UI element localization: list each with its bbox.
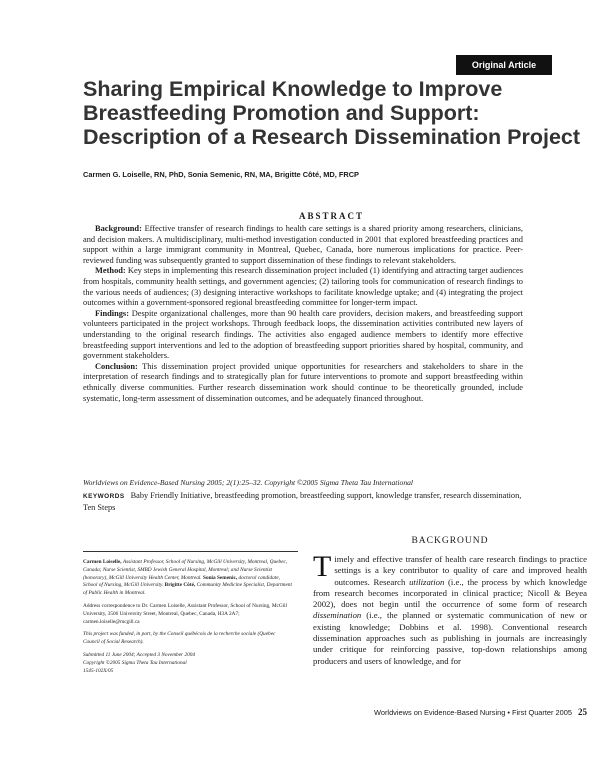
journal-citation: Worldviews on Evidence-Based Nursing 2005; 2(1):25–32. Copyright ©2005 Sigma Theta Tau International [83, 478, 414, 487]
affil-name-2: Sonia Semenic, [203, 574, 238, 581]
keywords [83, 490, 523, 513]
footer-journal: Worldviews on Evidence-Based Nursing • First Quarter 2005 [374, 708, 572, 717]
affil-name-3: Brigitte Côté, [164, 582, 196, 589]
affiliations [83, 559, 293, 598]
funding-text: This project was funded, in part, by the Conseil québécois de la recherche sociale (Quebec Council of Social Research). [83, 631, 276, 646]
keywords-label: KEYWORDS [83, 493, 125, 500]
article-title [83, 77, 581, 149]
page-number: 25 [578, 707, 587, 717]
body-text-end: (i.e., the planned or systematic communication of new or existing knowledge; Dobbins et al. 1998). Conventional research dissemination approaches such as publishing in journals are increasingly under critique for reinforcing passive, top-down relationships among producers and users of knowledge, and for [313, 610, 587, 666]
term-dissemination: dissemination [313, 610, 362, 621]
copyright-text: Copyright ©2005 Sigma Theta Tau International [83, 659, 187, 666]
abstract-conclusion [83, 362, 523, 404]
correspondence: Address correspondence to Dr. Carmen Loiselle, Assistant Professor, School of Nursing, McGill University, 3506 University Street, Montreal, Quebec, Canada, H3A 2A7; carmen.loiselle@mcgill.ca [83, 602, 288, 625]
affil-text-1: Assistant Professor, School of Nursing, McGill University, Montreal, Quebec, Canada; Nurse Scientist, SMBD Jewish General Hospital, Montreal; and Nurse Scientist (honorary), McGill University Health Center, Montreal. [83, 559, 288, 581]
conclusion-text: This dissemination project provided unique opportunities for researchers and stakeholders to share in the interpretation of research findings and to strategically plan for future interventions to promote and support breastfeeding within ethnically diverse communities. Further research dissemination work should continue to be theoretically grounded, include systematic, long-term assessment of dissemination outcomes, and be adequately financed throughout. [83, 361, 523, 403]
abstract-background [83, 224, 523, 266]
author-notes [83, 559, 293, 675]
page-footer [313, 707, 587, 717]
submitted-text: Submitted 11 June 2004; Accepted 3 November 2004 [83, 651, 196, 658]
submission-info [83, 652, 293, 675]
affil-text-2: doctoral candidate, School of Nursing, McGill University. [83, 574, 280, 589]
background-body [313, 550, 587, 667]
funding-note [83, 631, 293, 647]
affil-name-1: Carmen Loiselle, [83, 559, 122, 565]
conclusion-label: Conclusion: [95, 361, 138, 371]
title-line-3: Description of a Research Dissemination Project [83, 125, 581, 149]
issn-text: 1545-102X/05 [83, 667, 114, 674]
abstract [83, 224, 523, 404]
author-list: Carmen G. Loiselle, RN, PhD, Sonia Semenic, RN, MA, Brigitte Côté, MD, FRCP [83, 170, 359, 179]
drop-cap: T [313, 550, 332, 583]
title-line-2: Breastfeeding Promotion and Support: [83, 101, 480, 125]
keywords-text: Baby Friendly Initiative, breastfeeding promotion, breastfeeding support, knowledge transfer, research dissemination, Ten Steps [83, 491, 522, 512]
background-label: Background: [95, 224, 142, 233]
method-label: Method: [95, 266, 126, 276]
sidenote-divider [83, 551, 298, 552]
method-text: Key steps in implementing this research dissemination project included (1) identifying and attracting target audiences from hospitals, community health settings, and government agencies; (2) tailoring tools for communication of research findings to the various needs of audiences; (3) designing interactive workshops to facilitate knowledge uptake; and (4) integrating the project outcomes within a government-sponsored regional breastfeeding committee for longer-term impact. [83, 266, 523, 308]
findings-text: Despite organizational challenges, more than 90 health care providers, decision makers, and breastfeeding support volunteers participated in the project workshops. Through feedback loops, the dissemination activities contributed new layers of understanding to the original research findings. The activities also engaged audience members to identify more effective breastfeeding support interventions and led to the adoption of breastfeeding support priorities shared by hospital, community, and government stakeholders. [83, 308, 524, 361]
abstract-heading: ABSTRACT [298, 211, 364, 221]
abstract-findings [83, 309, 523, 362]
article-type-badge: Original Article [456, 55, 552, 75]
body-text-start: imely and effective transfer of health care research findings to practice settings is a key contributor to quality of care and improved health outcomes. Research [334, 554, 587, 587]
abstract-method [83, 266, 523, 308]
findings-label: Findings: [95, 308, 129, 318]
affil-text-3: Community Medicine Specialist, Department of Public Health in Montreal. [83, 582, 292, 597]
body-text-mid: (i.e., the process by which knowledge from research becomes incorporated in clinical practice; Nicoll & Beyea 2002), does not begin until the occurrence of some form of research [313, 576, 587, 610]
background-text: Effective transfer of research findings to health care settings is a shared priority among researchers, clinicians, and decision makers. A multidisciplinary, multi-method investigation conducted in 2001 that explored breastfeeding practices and support within a large immigrant community in Montreal, Quebec, Canada, bore numerous implications for practice. Peer-reviewed funding was subsequently granted to support dissemination of these findings to relevant stakeholders. [83, 224, 523, 265]
term-utilization: utilization [409, 576, 445, 587]
title-line-1: Sharing Empirical Knowledge to Improve [83, 77, 503, 101]
section-heading-background: BACKGROUND [411, 536, 489, 546]
